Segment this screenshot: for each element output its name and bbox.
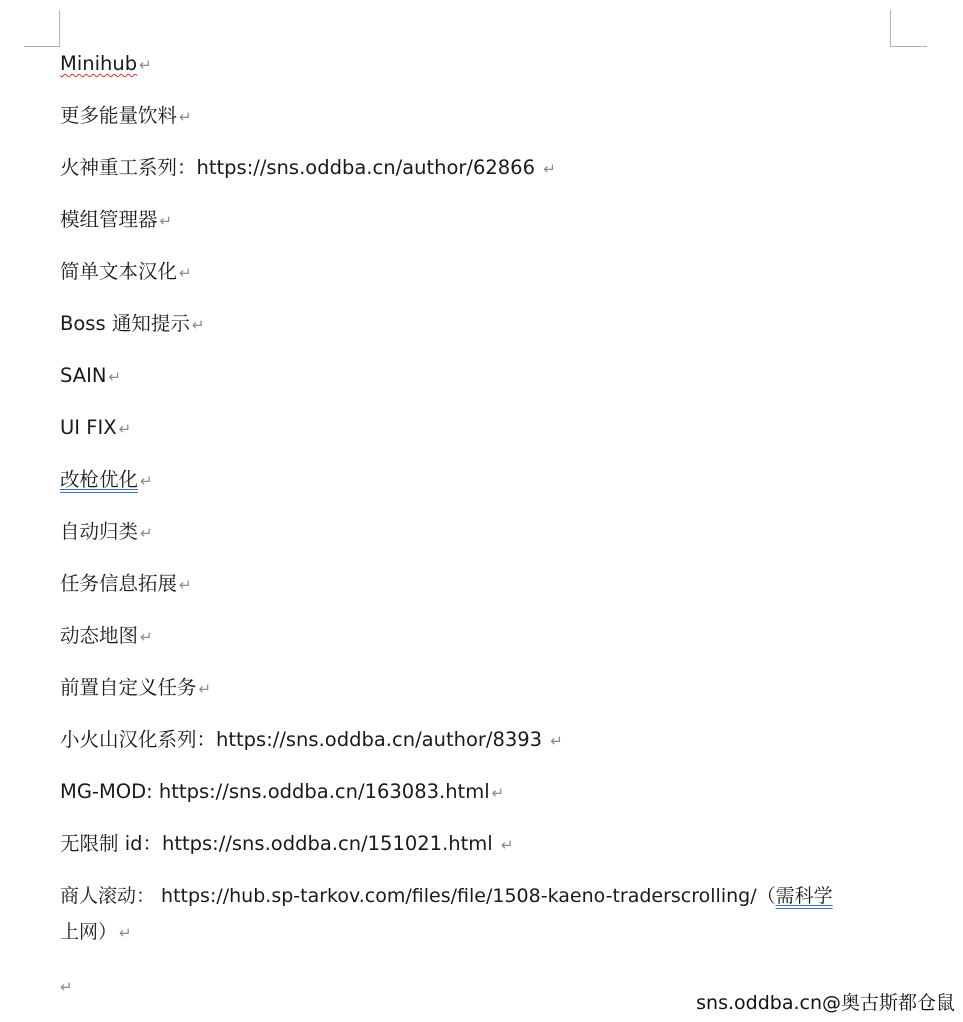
crop-mark-right-horizontal bbox=[890, 46, 927, 47]
paragraph-volcano-series[interactable] bbox=[60, 728, 563, 753]
paragraph-custom-quests[interactable] bbox=[60, 676, 211, 701]
paragraph-text: MG-MOD: https://sns.oddba.cn/163083.html bbox=[60, 780, 490, 803]
paragraph-unlimited-id[interactable] bbox=[60, 832, 513, 857]
paragraph-mark-icon: ↵ bbox=[139, 56, 152, 74]
paragraph-text: Boss 通知提示 bbox=[60, 312, 190, 335]
paragraph-dynamic-map[interactable] bbox=[60, 624, 153, 649]
paragraph-mark-icon: ↵ bbox=[140, 628, 153, 646]
paragraph-ui-fix[interactable] bbox=[60, 416, 131, 441]
paragraph-trader-scrolling[interactable] bbox=[60, 878, 890, 951]
paragraph-mark-icon: ↵ bbox=[108, 368, 121, 386]
paragraph-mark-icon: ↵ bbox=[60, 978, 73, 996]
paragraph-text: 火神重工系列：https://sns.oddba.cn/author/62866 bbox=[60, 156, 542, 179]
paragraph-mark-icon: ↵ bbox=[191, 316, 205, 334]
crop-mark-left-horizontal bbox=[24, 46, 60, 47]
paragraph-text: 前置自定义任务 bbox=[60, 676, 197, 699]
paragraph-text-underlined: 需科学 bbox=[775, 885, 833, 907]
paragraph-vulcan-series[interactable] bbox=[60, 156, 556, 181]
paragraph-mark-icon: ↵ bbox=[543, 160, 556, 178]
paragraph-text: 改枪优化 bbox=[60, 468, 139, 491]
paragraph-mark-icon: ↵ bbox=[550, 732, 563, 750]
paragraph-mark-icon: ↵ bbox=[179, 108, 192, 126]
paragraph-mod-manager[interactable] bbox=[60, 208, 172, 233]
paragraph-gunsmith-optimize[interactable] bbox=[60, 468, 153, 493]
paragraph-empty[interactable] bbox=[60, 974, 73, 999]
paragraph-mg-mod[interactable] bbox=[60, 780, 504, 805]
watermark: sns.oddba.cn@奥古斯都仓鼠 bbox=[696, 992, 955, 1014]
paragraph-mark-icon: ↵ bbox=[119, 924, 132, 942]
paragraph-mark-icon: ↵ bbox=[118, 420, 132, 438]
paragraph-minihub[interactable] bbox=[60, 52, 152, 77]
paragraph-simple-translation[interactable] bbox=[60, 260, 192, 285]
paragraph-sain[interactable] bbox=[60, 364, 121, 389]
paragraph-text: SAIN bbox=[60, 364, 107, 387]
paragraph-text: 动态地图 bbox=[60, 624, 139, 647]
paragraph-text: UI FIX bbox=[60, 416, 117, 439]
paragraph-boss-notify[interactable] bbox=[60, 312, 204, 337]
paragraph-text: 简单文本汉化 bbox=[60, 260, 178, 283]
paragraph-text: 自动归类 bbox=[60, 520, 139, 543]
paragraph-energy-drinks[interactable] bbox=[60, 104, 192, 129]
paragraph-mark-icon: ↵ bbox=[500, 836, 514, 854]
paragraph-text: 商人滚动： https://hub.sp-tarkov.com/files/file/1508-kaeno-traderscrolling/（ bbox=[60, 885, 776, 907]
paragraph-mark-icon: ↵ bbox=[140, 524, 153, 542]
paragraph-quest-info[interactable] bbox=[60, 572, 192, 597]
crop-mark-right-vertical bbox=[890, 10, 891, 46]
paragraph-mark-icon: ↵ bbox=[198, 680, 212, 698]
paragraph-mark-icon: ↵ bbox=[140, 472, 153, 490]
paragraph-text: 模组管理器 bbox=[60, 208, 158, 231]
paragraph-text: 更多能量饮料 bbox=[60, 104, 178, 127]
paragraph-mark-icon: ↵ bbox=[179, 576, 192, 594]
paragraph-text-continued: 上网） bbox=[60, 921, 118, 943]
paragraph-mark-icon: ↵ bbox=[179, 264, 192, 282]
crop-mark-left-vertical bbox=[59, 10, 60, 46]
paragraph-auto-sort[interactable] bbox=[60, 520, 153, 545]
paragraph-mark-icon: ↵ bbox=[491, 784, 505, 802]
paragraph-mark-icon: ↵ bbox=[159, 212, 173, 230]
paragraph-text: Minihub bbox=[60, 52, 138, 75]
paragraph-text: 小火山汉化系列：https://sns.oddba.cn/author/8393 bbox=[60, 728, 549, 751]
paragraph-text: 无限制 id：https://sns.oddba.cn/151021.html bbox=[60, 832, 499, 855]
paragraph-text: 任务信息拓展 bbox=[60, 572, 178, 595]
